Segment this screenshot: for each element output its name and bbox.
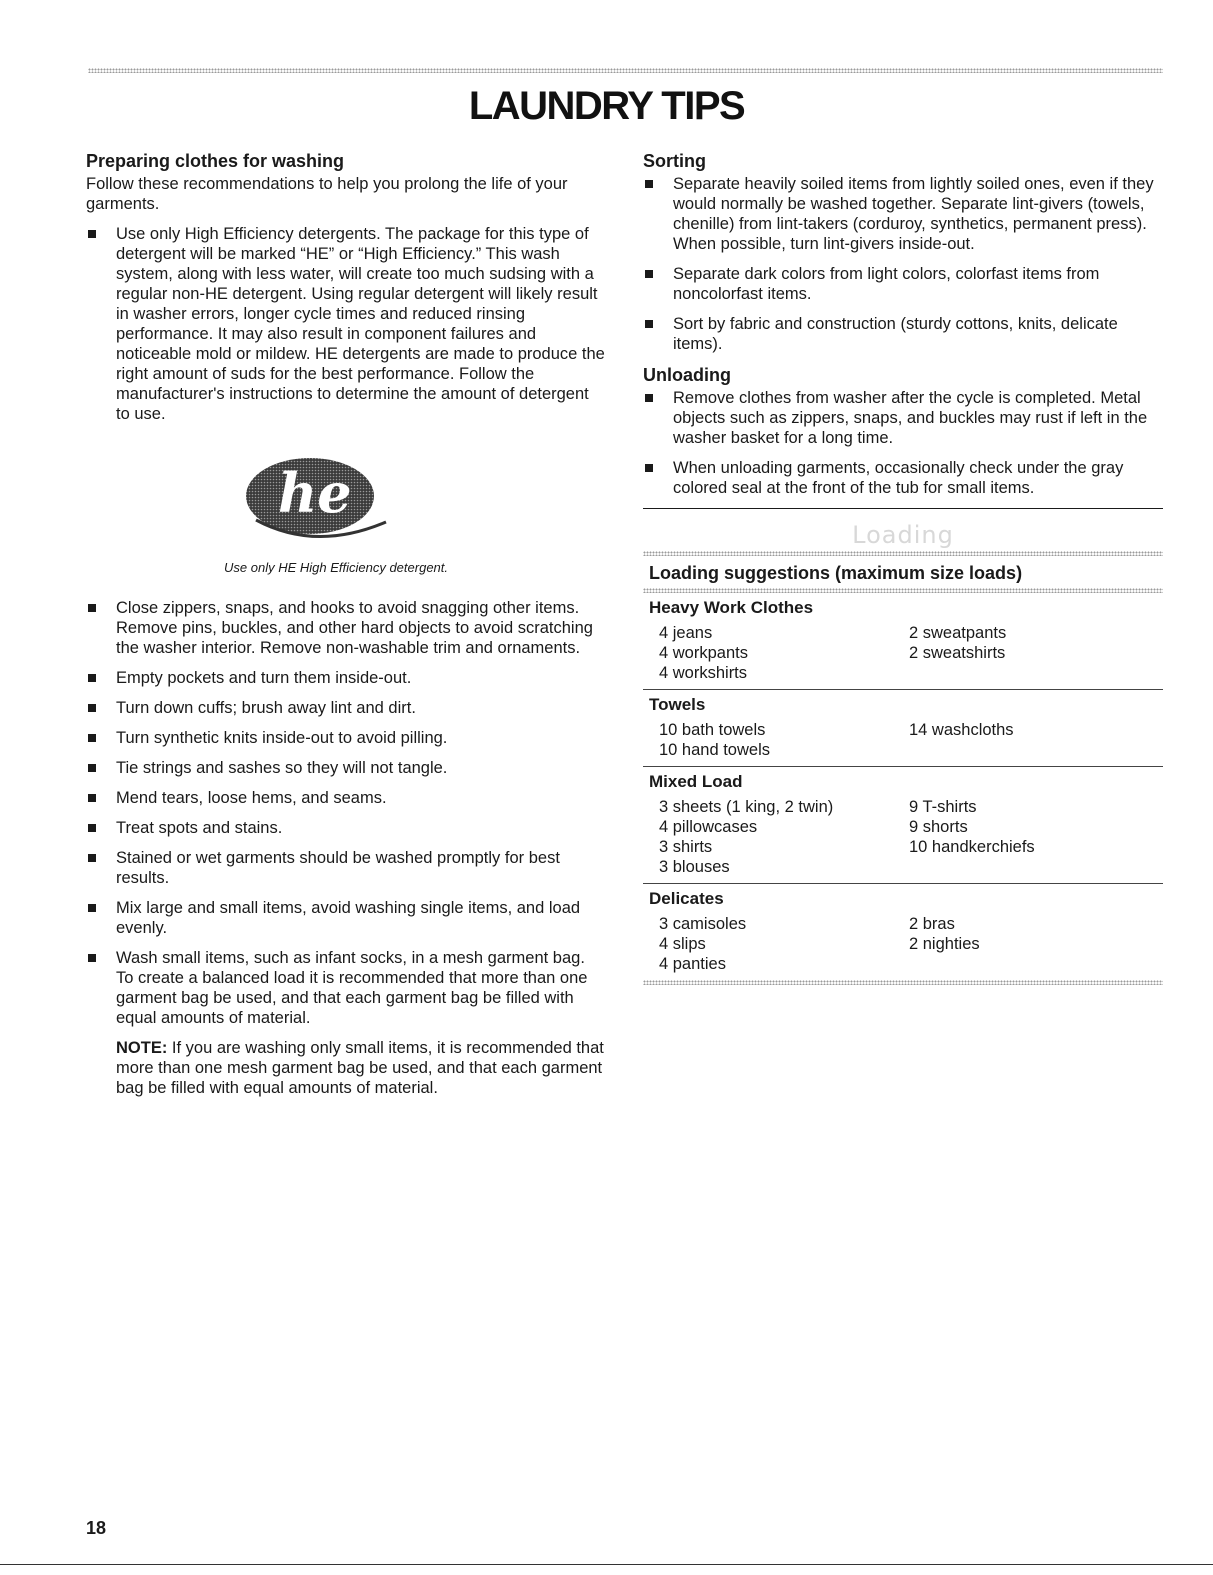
loading-dotted-rule-3 xyxy=(643,980,1163,985)
list-item: Mend tears, loose hems, and seams. xyxy=(86,788,606,808)
load-group-column xyxy=(649,623,899,683)
page-title: LAUNDRY TIPS xyxy=(468,84,745,128)
load-group-column xyxy=(649,797,899,877)
right-column xyxy=(643,150,1163,985)
section-divider xyxy=(643,508,1163,509)
load-group-column xyxy=(899,914,1149,974)
sorting-list xyxy=(643,174,1163,354)
he-caption: Use only HE High Efficiency detergent. xyxy=(224,560,448,575)
page-number: 18 xyxy=(86,1518,107,1538)
list-item: Wash small items, such as infant socks, in a mesh garment bag. To create a balanced load it is recommended that more than one garment bag be used, and that each garment bag be filled with equal amounts of material. xyxy=(86,948,606,1028)
loading-dotted-rule-2 xyxy=(643,588,1163,593)
load-group-title: Heavy Work Clothes xyxy=(649,598,814,617)
load-item: 4 workshirts xyxy=(659,664,748,682)
preparing-heading: Preparing clothes for washing xyxy=(86,151,345,171)
load-group xyxy=(643,767,1163,884)
load-group-title: Delicates xyxy=(649,889,724,908)
preparing-bullet-list xyxy=(86,598,606,1028)
load-group xyxy=(643,593,1163,690)
load-item: 4 slips xyxy=(659,935,706,953)
load-item: 3 sheets (1 king, 2 twin) xyxy=(659,798,834,816)
list-item: Empty pockets and turn them inside-out. xyxy=(86,668,606,688)
note xyxy=(86,1038,606,1098)
load-group-title: Towels xyxy=(649,695,706,714)
load-group xyxy=(643,884,1163,980)
load-group-body xyxy=(649,797,1163,877)
load-item: 9 shorts xyxy=(909,818,968,836)
he-logo-text: he xyxy=(278,461,352,525)
load-item: 4 workpants xyxy=(659,644,748,662)
load-item: 10 hand towels xyxy=(659,741,770,759)
loading-dotted-rule xyxy=(643,551,1163,556)
load-item: 9 T-shirts xyxy=(909,798,977,816)
list-item: Close zippers, snaps, and hooks to avoid snagging other items. Remove pins, buckles, and other hard objects to avoid scratching the washer interior. Remove non-washable trim and ornaments. xyxy=(86,598,606,658)
list-item: Separate heavily soiled items from lightly soiled ones, even if they would normally be washed together. Separate lint-givers (towels, chenille) from lint-takers (corduroy, synthetics, permanent press). When possible, turn lint-givers inside-out. xyxy=(643,174,1163,254)
load-item: 10 handkerchiefs xyxy=(909,838,1035,856)
load-item: 4 jeans xyxy=(659,624,713,642)
list-item: When unloading garments, occasionally check under the gray colored seal at the front of the tub for small items. xyxy=(643,458,1163,498)
loading-title: Loading xyxy=(852,521,954,549)
sorting-heading: Sorting xyxy=(643,151,706,171)
load-item: 3 camisoles xyxy=(659,915,747,933)
list-item: Mix large and small items, avoid washing single items, and load evenly. xyxy=(86,898,606,938)
list-item: Turn synthetic knits inside-out to avoid pilling. xyxy=(86,728,606,748)
list-item: Remove clothes from washer after the cycle is completed. Metal objects such as zippers, snaps, and buckles may rust if left in the washer basket for a long time. xyxy=(643,388,1163,448)
load-group-body xyxy=(649,623,1163,683)
loading-groups xyxy=(643,593,1163,980)
list-item: Sort by fabric and construction (sturdy cottons, knits, delicate items). xyxy=(643,314,1163,354)
unloading-heading: Unloading xyxy=(643,365,731,385)
bottom-rule xyxy=(0,1564,1213,1565)
top-dotted-rule xyxy=(88,68,1163,73)
list-item: Turn down cuffs; brush away lint and dirt. xyxy=(86,698,606,718)
loading-suggestions-heading: Loading suggestions (maximum size loads) xyxy=(649,563,1023,583)
unloading-list xyxy=(643,388,1163,498)
load-item: 10 bath towels xyxy=(659,721,766,739)
preparing-intro: Follow these recommendations to help you prolong the life of your garments. xyxy=(86,175,568,213)
he-logo-icon xyxy=(236,454,396,544)
load-group-column xyxy=(649,914,899,974)
load-item: 2 bras xyxy=(909,915,955,933)
list-item: Separate dark colors from light colors, colorfast items from noncolorfast items. xyxy=(643,264,1163,304)
left-column xyxy=(86,150,606,1098)
load-item: 14 washcloths xyxy=(909,721,1014,739)
load-item: 4 pillowcases xyxy=(659,818,758,836)
load-group-column xyxy=(899,720,1149,760)
load-group xyxy=(643,690,1163,767)
load-group-column xyxy=(899,623,1149,683)
note-text: If you are washing only small items, it is recommended that more than one mesh garment bag be used, and that each garment bag be filled with equal amounts of material. xyxy=(116,1039,604,1097)
load-group-column xyxy=(649,720,899,760)
load-group-column xyxy=(899,797,1149,877)
load-item: 2 sweatshirts xyxy=(909,644,1006,662)
load-item: 2 sweatpants xyxy=(909,624,1007,642)
list-item: Use only High Efficiency detergents. The package for this type of detergent will be marked “HE” or “High Efficiency.” This wash system, along with less water, will create too much sudsing with a regular non-HE detergent. Using regular detergent will likely result in washer errors, longer cycle times and reduced rinsing performance. It may also result in component failures and noticeable mold or mildew. HE detergents are made to produce the right amount of suds for the best performance. Follow the manufacturer's instructions to determine the amount of detergent to use. xyxy=(86,224,606,424)
load-item: 2 nighties xyxy=(909,935,980,953)
load-item: 3 shirts xyxy=(659,838,713,856)
note-label: NOTE: xyxy=(116,1039,168,1057)
load-item: 4 panties xyxy=(659,955,726,973)
load-item: 3 blouses xyxy=(659,858,730,876)
load-group-title: Mixed Load xyxy=(649,772,743,791)
he-bullet-list xyxy=(86,224,606,424)
list-item: Treat spots and stains. xyxy=(86,818,606,838)
list-item: Tie strings and sashes so they will not tangle. xyxy=(86,758,606,778)
list-item: Stained or wet garments should be washed promptly for best results. xyxy=(86,848,606,888)
load-group-body xyxy=(649,914,1163,974)
load-group-body xyxy=(649,720,1163,760)
